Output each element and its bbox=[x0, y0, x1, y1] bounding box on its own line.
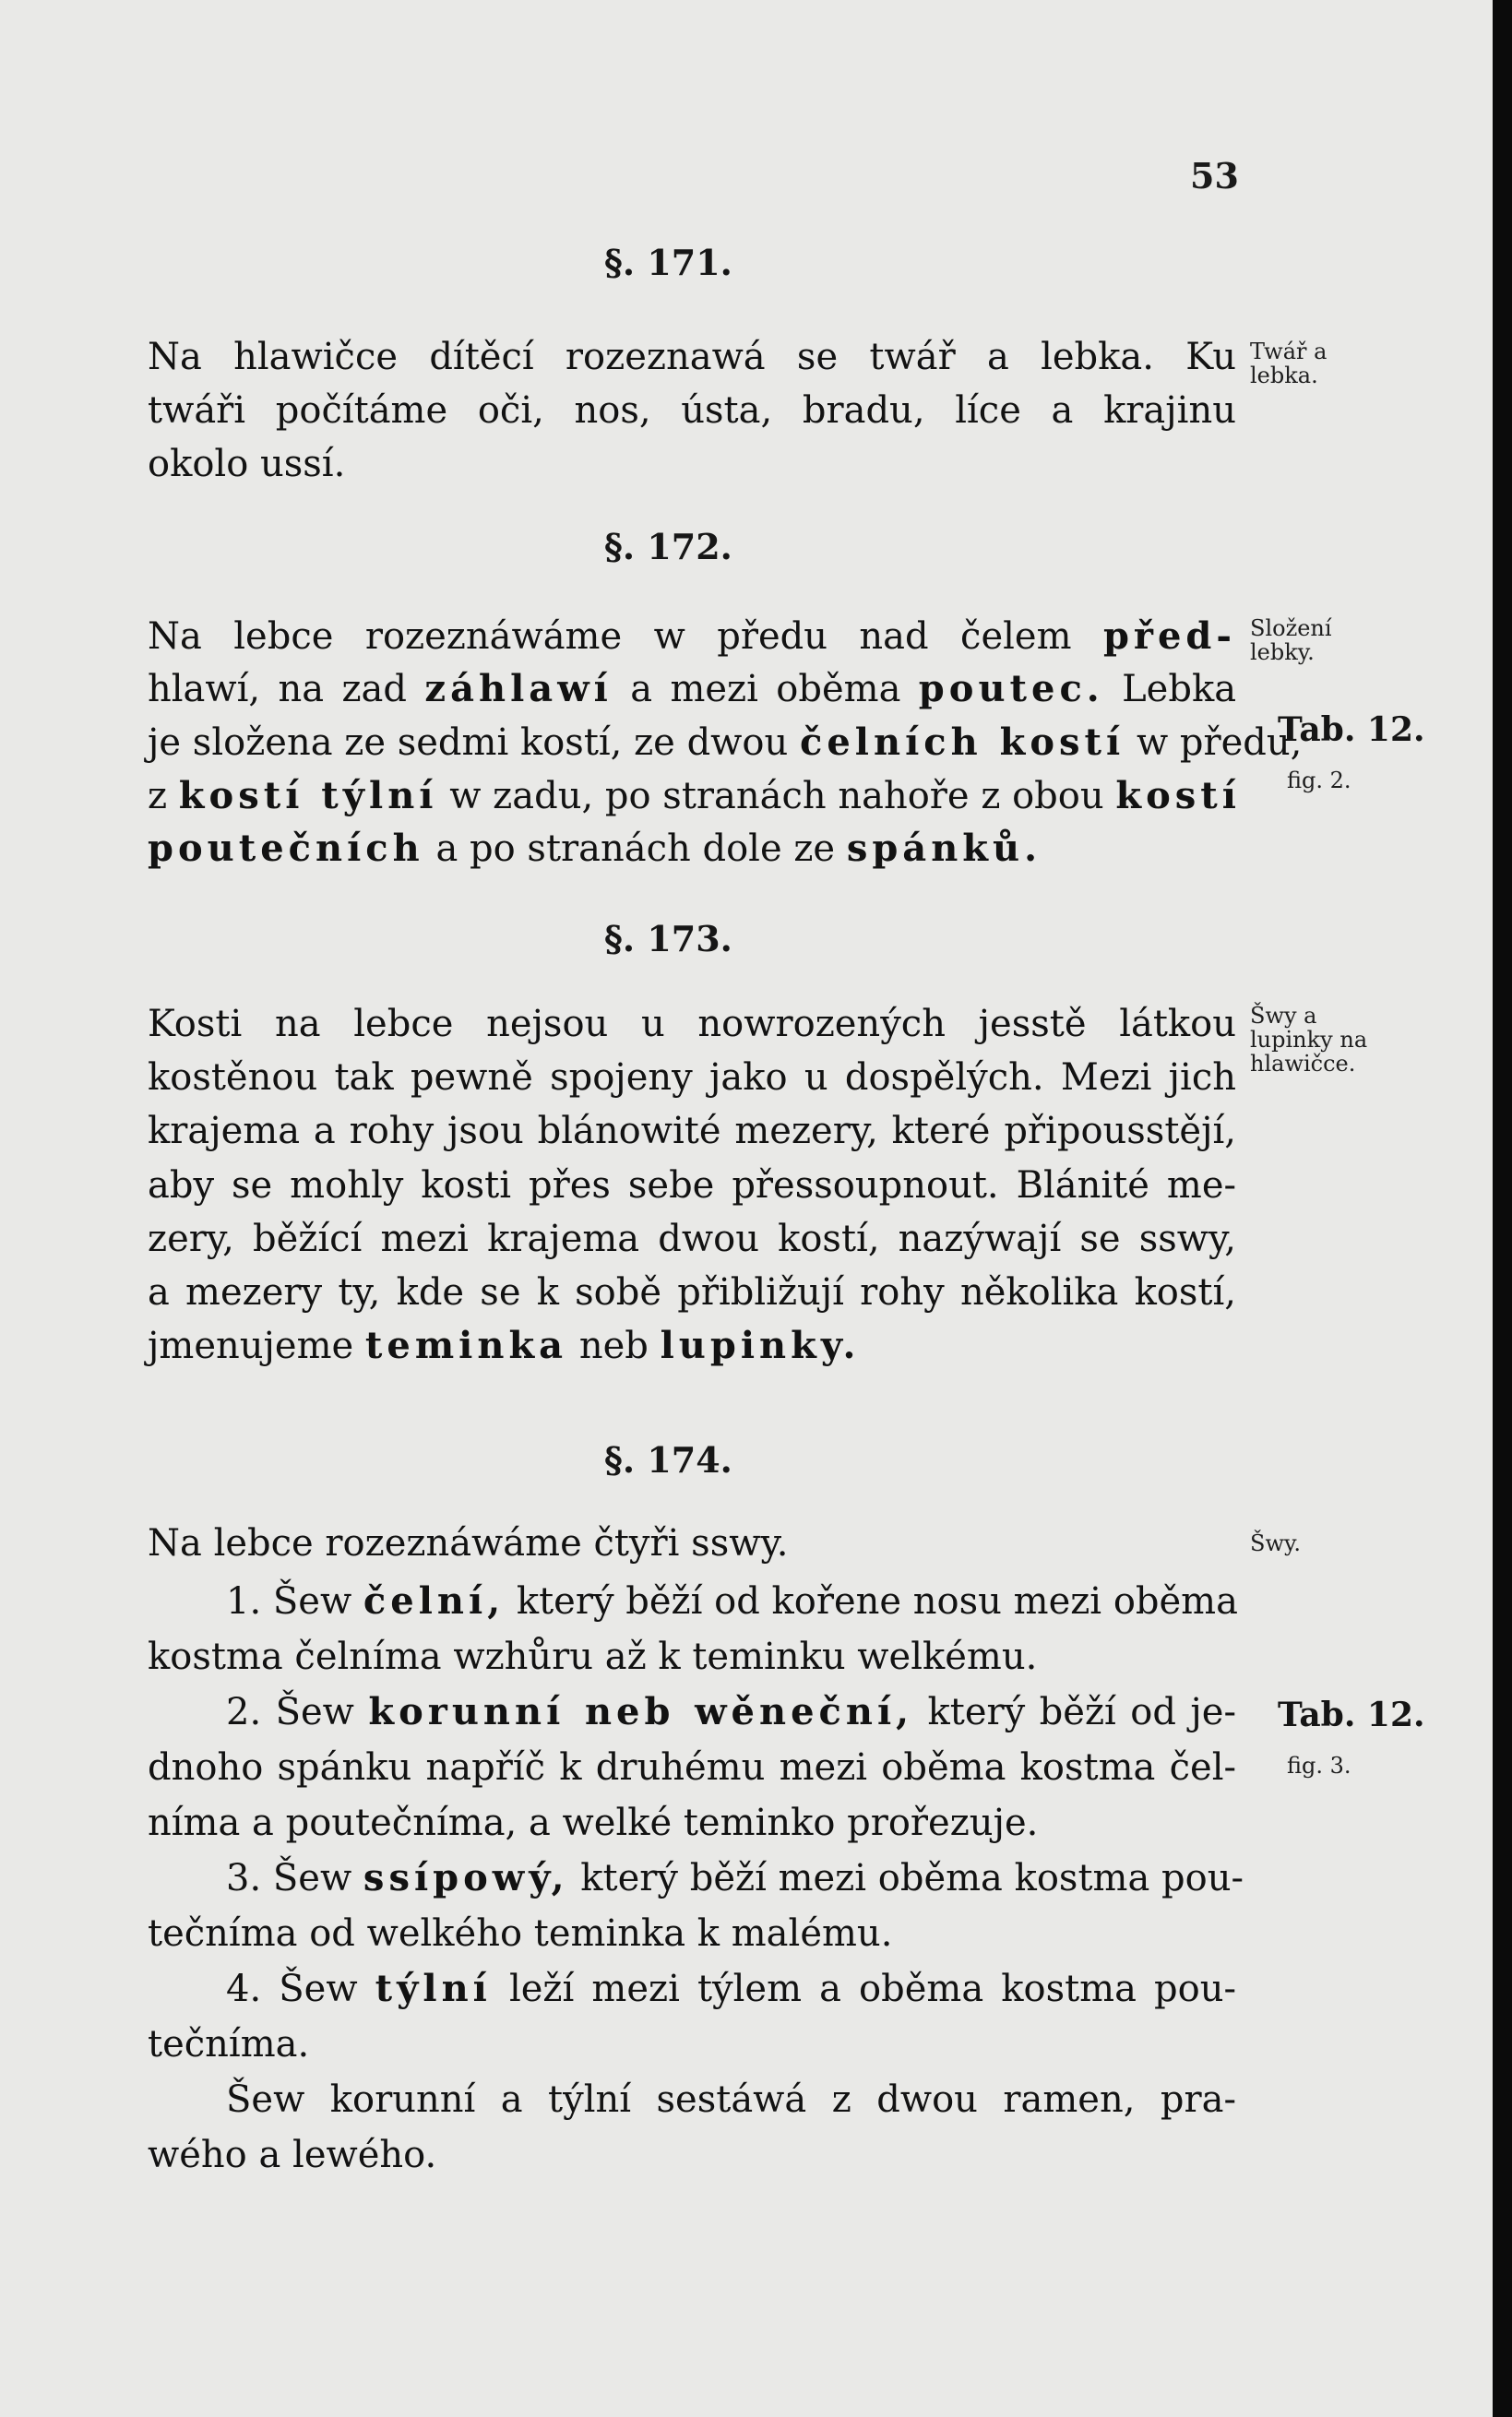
s171-line-2: twáři počítáme oči, nos, ústa, bradu, líce a krajinu bbox=[148, 389, 1236, 432]
s172-figure-ref: fig. 2. bbox=[1287, 768, 1351, 793]
s172-line-5: poutečních a po stranách dole ze spánků. bbox=[148, 827, 1042, 870]
s173-line-3: krajema a rohy jsou blánowité mezery, které připousstějí, bbox=[148, 1110, 1236, 1152]
s172-line-3: je složena ze sedmi kostí, ze dwou čelních kostí w předu, bbox=[148, 720, 1303, 764]
s174-item-1-line-2: kostma čelníma wzhůru až k teminku welkému. bbox=[148, 1636, 1038, 1678]
s174-final-line-1: Šew korunní a týlní sestáwá z dwou ramen, pra- bbox=[226, 2078, 1236, 2121]
s173-margin-note: Šwy a lupinky na hlawičce. bbox=[1250, 1003, 1368, 1077]
section-173-heading: §. 173. bbox=[604, 918, 732, 959]
section-172-heading: §. 172. bbox=[604, 526, 732, 567]
s173-line-4: aby se mohly kosti přes sebe přessoupnout. Blánité me- bbox=[148, 1164, 1236, 1207]
s174-figure-ref: fig. 3. bbox=[1287, 1753, 1351, 1779]
s173-line-7: jmenujeme teminka neb lupinky. bbox=[148, 1324, 861, 1367]
s173-line-5: zery, běžící mezi krajema dwou kostí, nazýwají se sswy, bbox=[148, 1218, 1236, 1260]
s174-item-3-line-2: tečníma od welkého teminka k malému. bbox=[148, 1912, 893, 1955]
s172-line-4: z kostí týlní w zadu, po stranách nahoře z obou kostí bbox=[148, 774, 1241, 817]
s173-line-2: kostěnou tak pewně spojeny jako u dospělých. Mezi jich bbox=[148, 1056, 1236, 1099]
scan-dark-edge bbox=[1493, 0, 1512, 2417]
s172-table-ref: Tab. 12. bbox=[1278, 710, 1425, 749]
s174-table-ref: Tab. 12. bbox=[1278, 1696, 1425, 1734]
s174-item-1-line-1: 1. Šew čelní, který běží od kořene nosu mezi oběma bbox=[226, 1579, 1238, 1623]
s172-margin-note: Složení lebky. bbox=[1250, 615, 1332, 665]
s172-line-1: Na lebce rozeznáwáme w předu nad čelem před- bbox=[148, 614, 1236, 658]
s174-final-line-2: wého a lewého. bbox=[148, 2134, 437, 2176]
section-171-heading: §. 171. bbox=[604, 242, 732, 283]
s174-item-3-line-1: 3. Šew ssípowý, který běží mezi oběma kostma pou- bbox=[226, 1856, 1244, 1899]
s173-line-1: Kosti na lebce nejsou u nowrozených jesstě látkou bbox=[148, 1003, 1236, 1045]
s174-item-4-line-2: tečníma. bbox=[148, 2023, 310, 2066]
section-174-heading: §. 174. bbox=[604, 1439, 732, 1481]
s172-line-2: hlawí, na zad záhlawí a mezi oběma poutec. Lebka bbox=[148, 667, 1237, 710]
s171-margin-note: Twář a lebka. bbox=[1250, 339, 1327, 388]
s174-item-2-line-3: níma a poutečníma, a welké teminko prořezuje. bbox=[148, 1802, 1039, 1844]
s174-intro: Na lebce rozeznáwáme čtyři sswy. bbox=[148, 1522, 789, 1565]
s174-margin-note: Šwy. bbox=[1250, 1530, 1301, 1556]
s171-line-1: Na hlawičce dítěcí rozeznawá se twář a lebka. Ku bbox=[148, 336, 1236, 378]
s174-item-4-line-1: 4. Šew týlní leží mezi týlem a oběma kostma pou- bbox=[226, 1967, 1237, 2010]
s171-line-3: okolo ussí. bbox=[148, 443, 346, 485]
s173-line-6: a mezery ty, kde se k sobě přibližují rohy několika kostí, bbox=[148, 1271, 1236, 1314]
s174-item-2-line-1: 2. Šew korunní neb wěneční, který běží od je- bbox=[226, 1690, 1236, 1733]
page-number: 53 bbox=[1190, 155, 1239, 196]
s174-item-2-line-2: dnoho spánku napříč k druhému mezi oběma kostma čel- bbox=[148, 1746, 1236, 1789]
